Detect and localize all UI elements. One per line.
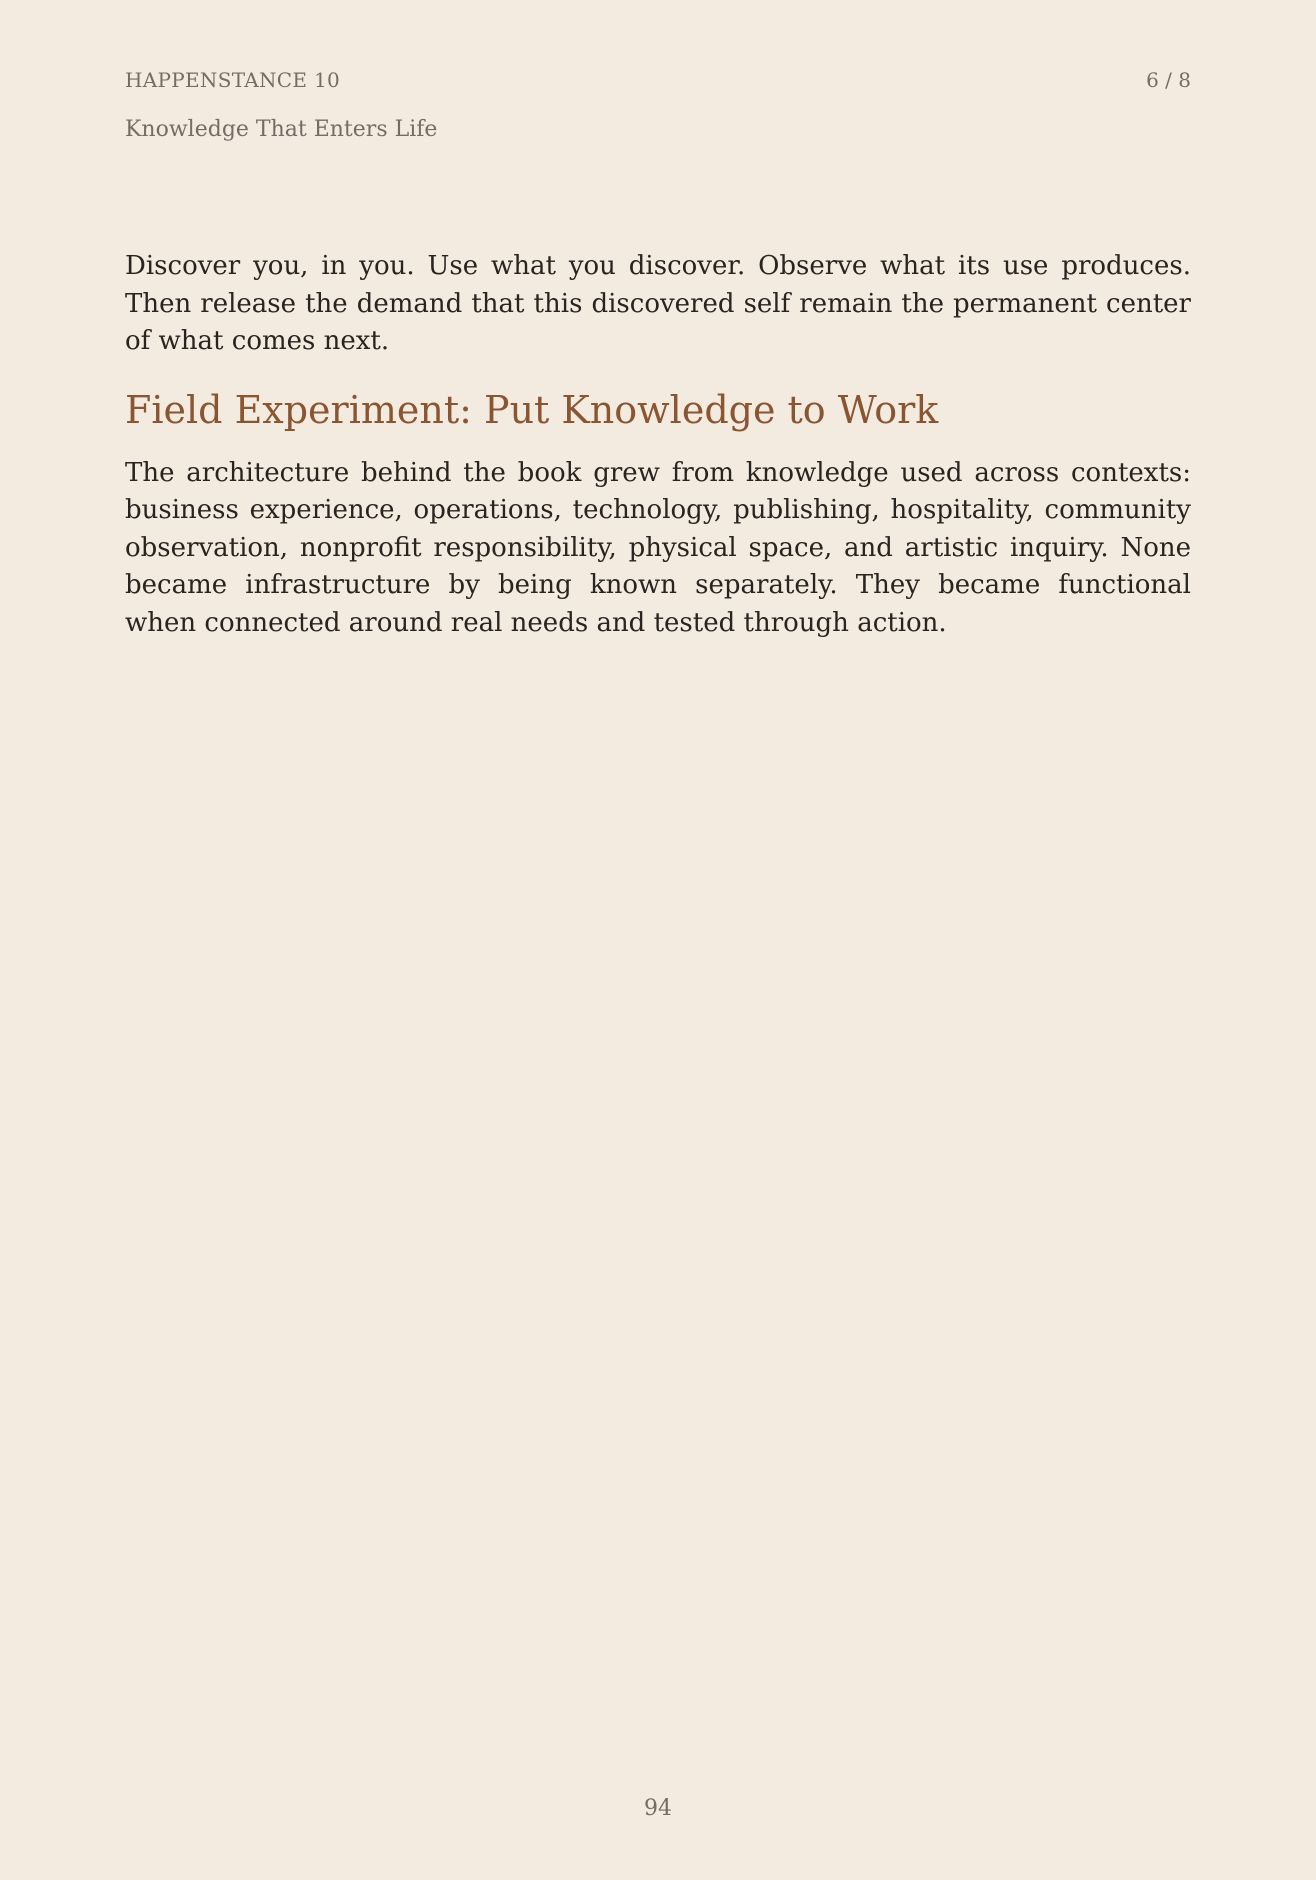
- page-content: [125, 248, 1191, 642]
- body-paragraph-2: The architecture behind the book grew from knowledge used across contexts: business experience, operations, technology, publishing, hospitality, community observation, nonprofit responsibility, physical space, and artistic inquiry. None became infrastructure by being known separately. They became functional when connected around real needs and tested through action.: [125, 457, 1191, 638]
- chapter-title: Knowledge That Enters Life: [125, 117, 438, 142]
- page-number: 94: [644, 1796, 672, 1821]
- body-paragraph-1: Discover you, in you. Use what you discover. Observe what its use produces. Then release the demand that this discovered self remain the permanent center of what comes next.: [125, 251, 1191, 356]
- running-header-page-position: 6 / 8: [1146, 68, 1191, 92]
- running-header-book-title: HAPPENSTANCE 10: [125, 68, 340, 92]
- section-heading: Field Experiment: Put Knowledge to Work: [125, 387, 939, 432]
